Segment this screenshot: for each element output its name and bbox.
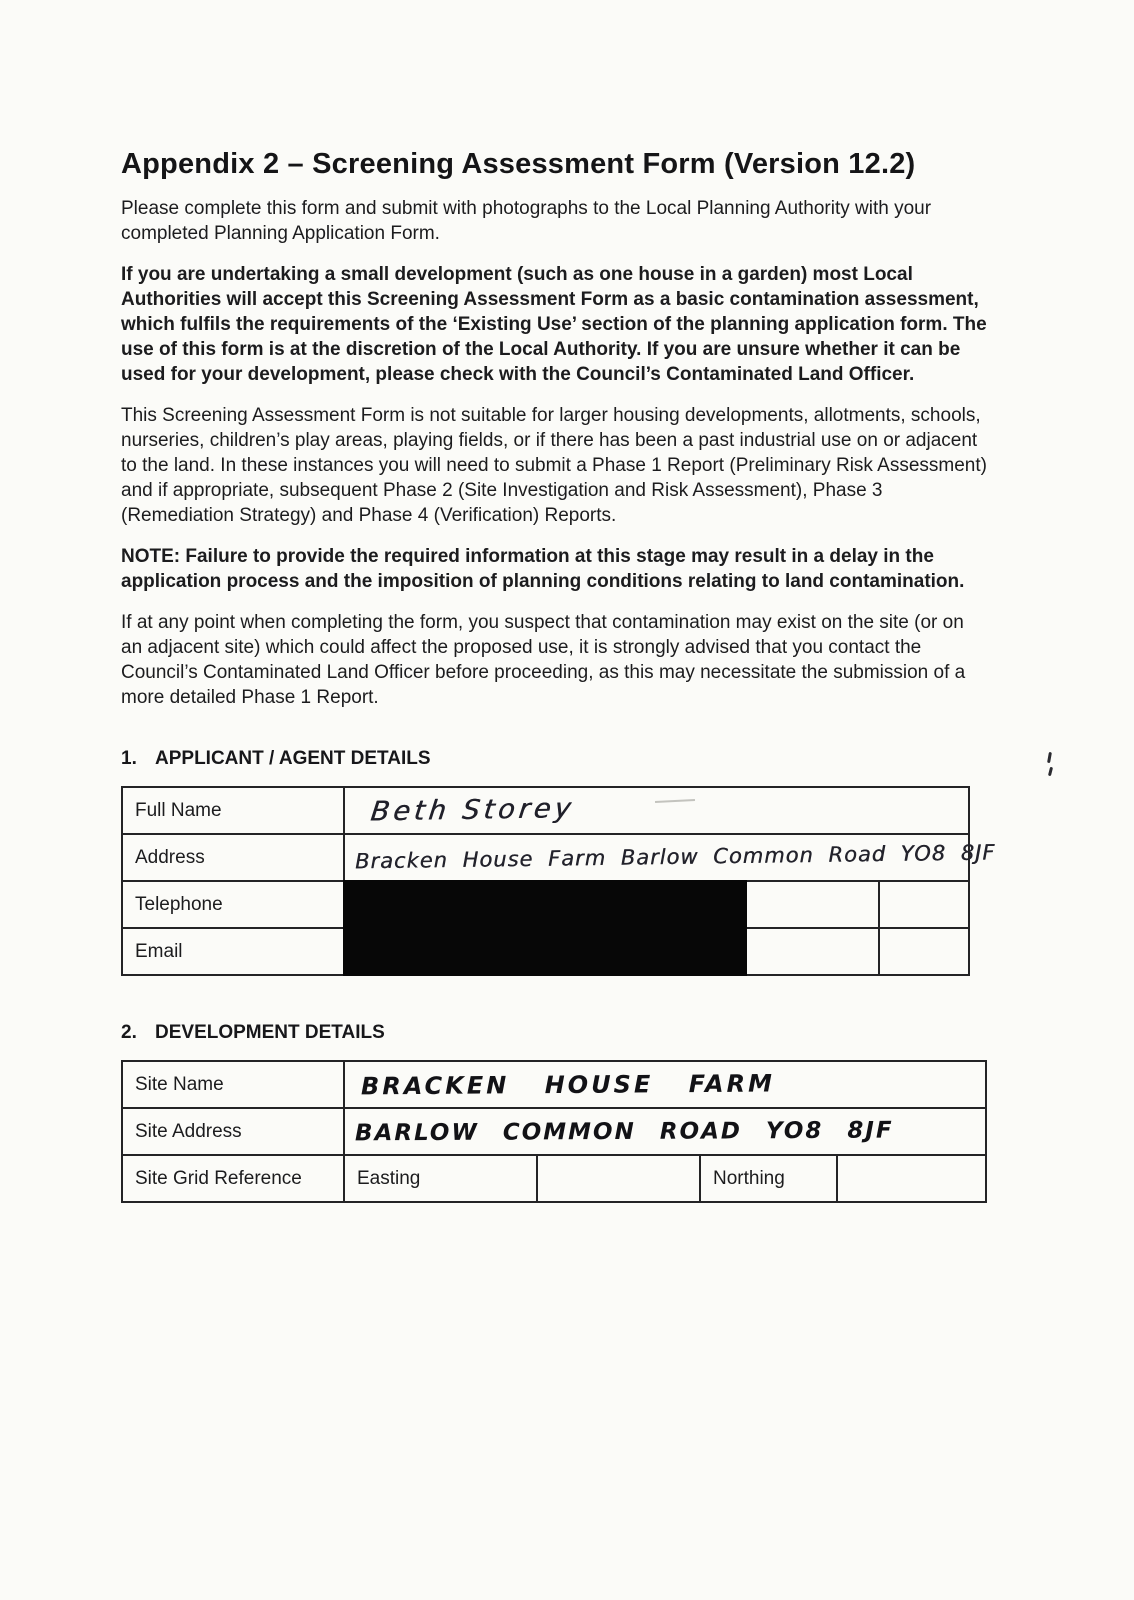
redaction-block-email <box>343 927 747 976</box>
section2-number: 2. <box>121 1022 137 1043</box>
handwritten-site-name: BRACKEN HOUSE FARM <box>360 1068 775 1100</box>
telephone-extra-cell <box>879 881 969 928</box>
grid-reference-label: Site Grid Reference <box>122 1155 344 1202</box>
not-suitable-paragraph: This Screening Assessment Form is not suitable for larger housing developments, allotments, schools, nurseries, children’s play areas, playing fields, or if there has been a past industrial use on or adjacent to the land. In these instances you will need to submit a Phase 1 Report (Preliminary Risk Assessment) and if appropriate, subsequent Phase 2 (Site Investigation and Risk Assessment), Phase 3 (Remediation Strategy) and Phase 4 (Verification) Reports. <box>121 405 987 526</box>
section1-heading <box>121 748 987 770</box>
section1-number: 1. <box>121 748 137 769</box>
note-paragraph: NOTE: Failure to provide the required information at this stage may result in a delay in the application process and the imposition of planning conditions relating to land contamination. <box>121 546 965 592</box>
site-name-field <box>344 1061 986 1108</box>
email-field <box>344 928 879 975</box>
address-field <box>344 834 996 881</box>
table-row-grid-reference <box>122 1155 986 1202</box>
redaction-block-telephone <box>343 880 747 929</box>
form-title: Appendix 2 – Screening Assessment Form (Version 12.2) <box>121 148 916 180</box>
full-name-label: Full Name <box>122 787 344 834</box>
easting-value-cell <box>537 1155 700 1202</box>
telephone-label: Telephone <box>122 881 344 928</box>
site-address-field <box>344 1108 986 1155</box>
contamination-advice-paragraph: If at any point when completing the form, you suspect that contamination may exist on the site (or on an adjacent site) which could affect the proposed use, it is strongly advised that you contact the Council’s Contaminated Land Officer before proceeding, as this may necessitate the submission of a more detailed Phase 1 Report. <box>121 612 966 708</box>
development-table <box>121 1060 987 1203</box>
ink-mark <box>1046 752 1054 778</box>
section1-heading-text: APPLICANT / AGENT DETAILS <box>155 748 431 769</box>
development-table-wrap <box>121 1060 987 1203</box>
northing-label: Northing <box>700 1155 837 1202</box>
handwritten-site-address: BARLOW COMMON ROAD YO8 8JF <box>354 1117 894 1146</box>
page-content <box>121 148 996 1203</box>
telephone-field <box>344 881 879 928</box>
email-label: Email <box>122 928 344 975</box>
small-development-paragraph: If you are undertaking a small development (such as one house in a garden) most Local Authorities will accept this Screening Assessment Form as a basic contamination assessment, which fulfils the requirements of the ‘Existing Use’ section of the planning application form. The use of this form is at the discretion of the Local Authority. If you are unsure whether it can be used for your development, please check with the Council’s Contaminated Land Officer. <box>121 264 987 385</box>
site-name-label: Site Name <box>122 1061 344 1108</box>
handwritten-address: Bracken House Farm Barlow Common Road YO8 8JF <box>354 840 996 874</box>
intro-paragraph: Please complete this form and submit with photographs to the Local Planning Authority with your completed Planning Application Form. <box>121 198 932 244</box>
handwritten-full-name: Beth Storey <box>368 793 577 828</box>
table-row-address <box>122 834 969 881</box>
full-name-field <box>344 787 969 834</box>
applicant-table-wrap <box>121 786 996 976</box>
email-extra-cell <box>879 928 969 975</box>
table-row-site-address <box>122 1108 986 1155</box>
easting-label: Easting <box>344 1155 537 1202</box>
table-row-email <box>122 928 969 975</box>
address-label: Address <box>122 834 344 881</box>
section2-heading-text: DEVELOPMENT DETAILS <box>155 1022 385 1043</box>
northing-value-cell <box>837 1155 986 1202</box>
table-row-site-name <box>122 1061 986 1108</box>
table-row-full-name <box>122 787 969 834</box>
applicant-table <box>121 786 996 976</box>
table-row-telephone <box>122 881 969 928</box>
section2-heading <box>121 1022 987 1044</box>
site-address-label: Site Address <box>122 1108 344 1155</box>
